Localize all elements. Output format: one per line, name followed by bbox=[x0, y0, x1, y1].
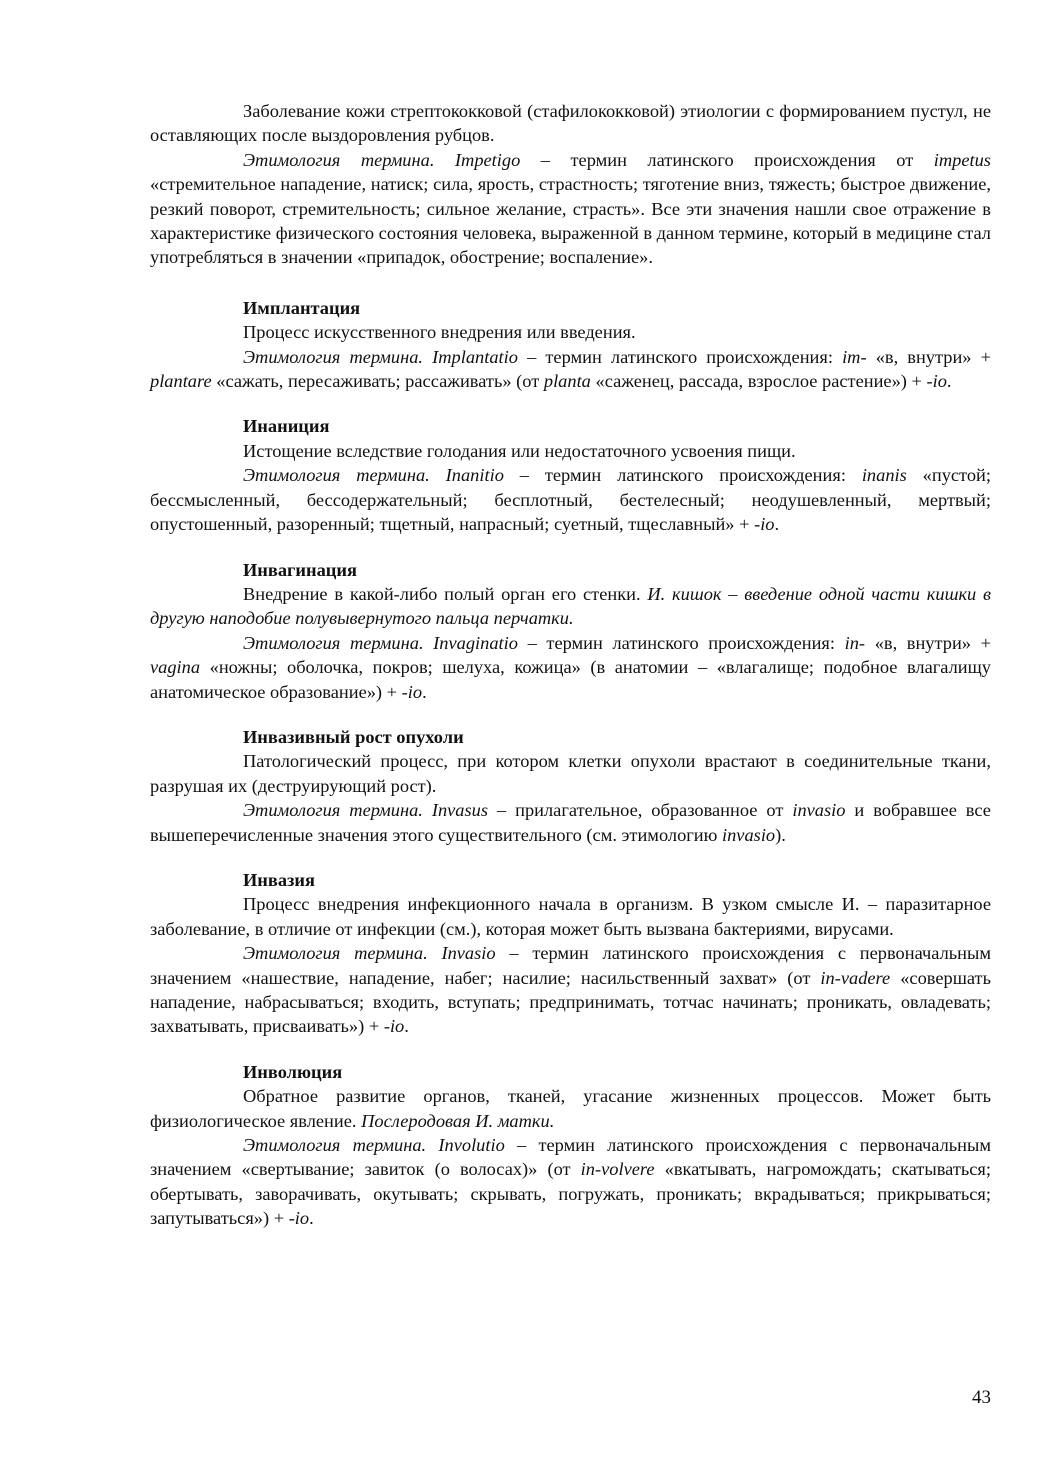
entry-involution bbox=[150, 1060, 991, 1231]
term: Invaginatio bbox=[433, 632, 518, 653]
term: Invasus bbox=[431, 800, 489, 821]
definition: Процесс внедрения инфекционного начала в организм. В узком смысле И. – паразитарное заболевание, в отличие от инфекции (см.), которая может быть вызвана бактериями, вирусами. bbox=[150, 894, 991, 939]
term: Impetigo bbox=[454, 149, 521, 170]
entry-implantation bbox=[150, 296, 991, 394]
definition: Процесс искусственного внедрения или введения. bbox=[243, 322, 636, 343]
entry-heading: Инвазивный рост опухоли bbox=[243, 726, 464, 747]
page-body bbox=[150, 99, 991, 1231]
entry-heading: Инволюция bbox=[243, 1061, 343, 1082]
entry-impetigo bbox=[150, 99, 991, 270]
definition: Патологический процесс, при котором клетки опухоли врастают в соединительные ткани, разрушая их (деструирующий рост). bbox=[150, 751, 991, 796]
example: Послеродовая И. матки. bbox=[361, 1110, 555, 1131]
definition: Внедрение в какой-либо полый орган его стенки. И. кишок – введение одной части кишки в другую наподобие полувывернутого пальца перчатки. bbox=[150, 583, 992, 629]
etym-label: Этимология термина. bbox=[243, 346, 424, 367]
page-number: 43 bbox=[972, 1387, 991, 1408]
definition: Заболевание кожи стрептококковой (стафилококковой) этиологии с формированием пустул, не оставляющих после выздоровления рубцов. bbox=[150, 101, 991, 146]
etymology: Этимология термина. Implantatio – термин латинского происхождения: im- «в, внутри» + plantare «сажать, пересаживать; рассаживать» (от planta «саженец, рассада, взрослое растение») + -io. bbox=[150, 346, 991, 392]
term: Implantatio bbox=[432, 346, 518, 367]
etymology: Этимология термина. Involutio – термин латинского происхождения с первоначальным значением «свертывание; завиток (о волосах)» (от in-volvere «вкатывать, нагромождать; скатываться; обертывать, заворачивать, окутывать; скрывать, погружать, проникать; вкрадываться; прикрываться; запутываться») + -io. bbox=[150, 1135, 991, 1229]
entry-heading: Инвазия bbox=[243, 869, 315, 890]
entry-heading: Инвагинация bbox=[243, 559, 357, 580]
etymology: Этимология термина. Invasio – термин латинского происхождения с первоначальным значением «нашествие, нападение, набег; насилие; насильственный захват» (от in-vadere «совершать нападение, набрасываться; входить, вступать; предпринимать, тотчас начинать; проникать, овладевать; захватывать, присваивать») + -io. bbox=[150, 943, 991, 1037]
etymology: Этимология термина. Inanitio – термин латинского происхождения: inanis «пустой; бессмысленный, бессодержательный; бесплотный, бестелесный; неодушевленный, мертвый; опустошенный, разоренный; тщетный, напрасный; суетный, тщеславный» + -io. bbox=[150, 465, 991, 535]
etymology: Этимология термина. Invasus – прилагательное, образованное от invasio и вобравшее все вышеперечисленные значения этого существительного (см. этимологию invasio). bbox=[150, 800, 991, 845]
etymology: Этимология термина. Impetigo – термин латинского происхождения от impetus «стремительное нападение, натиск; сила, ярость, страстность; тяготение вниз, тяжесть; быстрое движение, резкий поворот, стремительность; сильное желание, страсть». Все эти значения нашли свое отражение в характеристике физического состояния человека, выраженной в данном термине, который в медицине стал употребляться в значении «припадок, обострение; воспаление». bbox=[150, 149, 991, 268]
etym-label: Этимология термина. bbox=[243, 465, 430, 486]
example: И. кишок – введение одной части кишки в другую наподобие полувывернутого пальца перчатки. bbox=[150, 583, 992, 629]
etym-label: Этимология термина. bbox=[243, 943, 428, 964]
etym-label: Этимология термина. bbox=[243, 632, 424, 653]
entry-invagination bbox=[150, 558, 991, 704]
entry-heading: Имплантация bbox=[243, 297, 361, 318]
entry-invasion bbox=[150, 868, 991, 1039]
definition: Истощение вследствие голодания или недостаточного усвоения пищи. bbox=[243, 440, 796, 461]
entry-invasive-growth bbox=[150, 725, 991, 847]
term: Inanitio bbox=[445, 465, 504, 486]
definition: Обратное развитие органов, тканей, угасание жизненных процессов. Может быть физиологическое явление. Послеродовая И. матки. bbox=[150, 1086, 991, 1131]
etym-label: Этимология термина. bbox=[243, 149, 435, 170]
entry-heading: Инаниция bbox=[243, 416, 330, 437]
term: Involutio bbox=[438, 1135, 505, 1156]
etym-label: Этимология термина. bbox=[243, 1135, 427, 1156]
term: Invasio bbox=[441, 943, 496, 964]
etymology: Этимология термина. Invaginatio – термин латинского происхождения: in- «в, внутри» + vagina «ножны; оболочка, покров; шелуха, кожица» (в анатомии – «влагалище; подобное влагалищу анатомическое образование») + -io. bbox=[150, 632, 991, 702]
etym-label: Этимология термина. bbox=[243, 800, 423, 821]
entry-inanition bbox=[150, 414, 991, 536]
